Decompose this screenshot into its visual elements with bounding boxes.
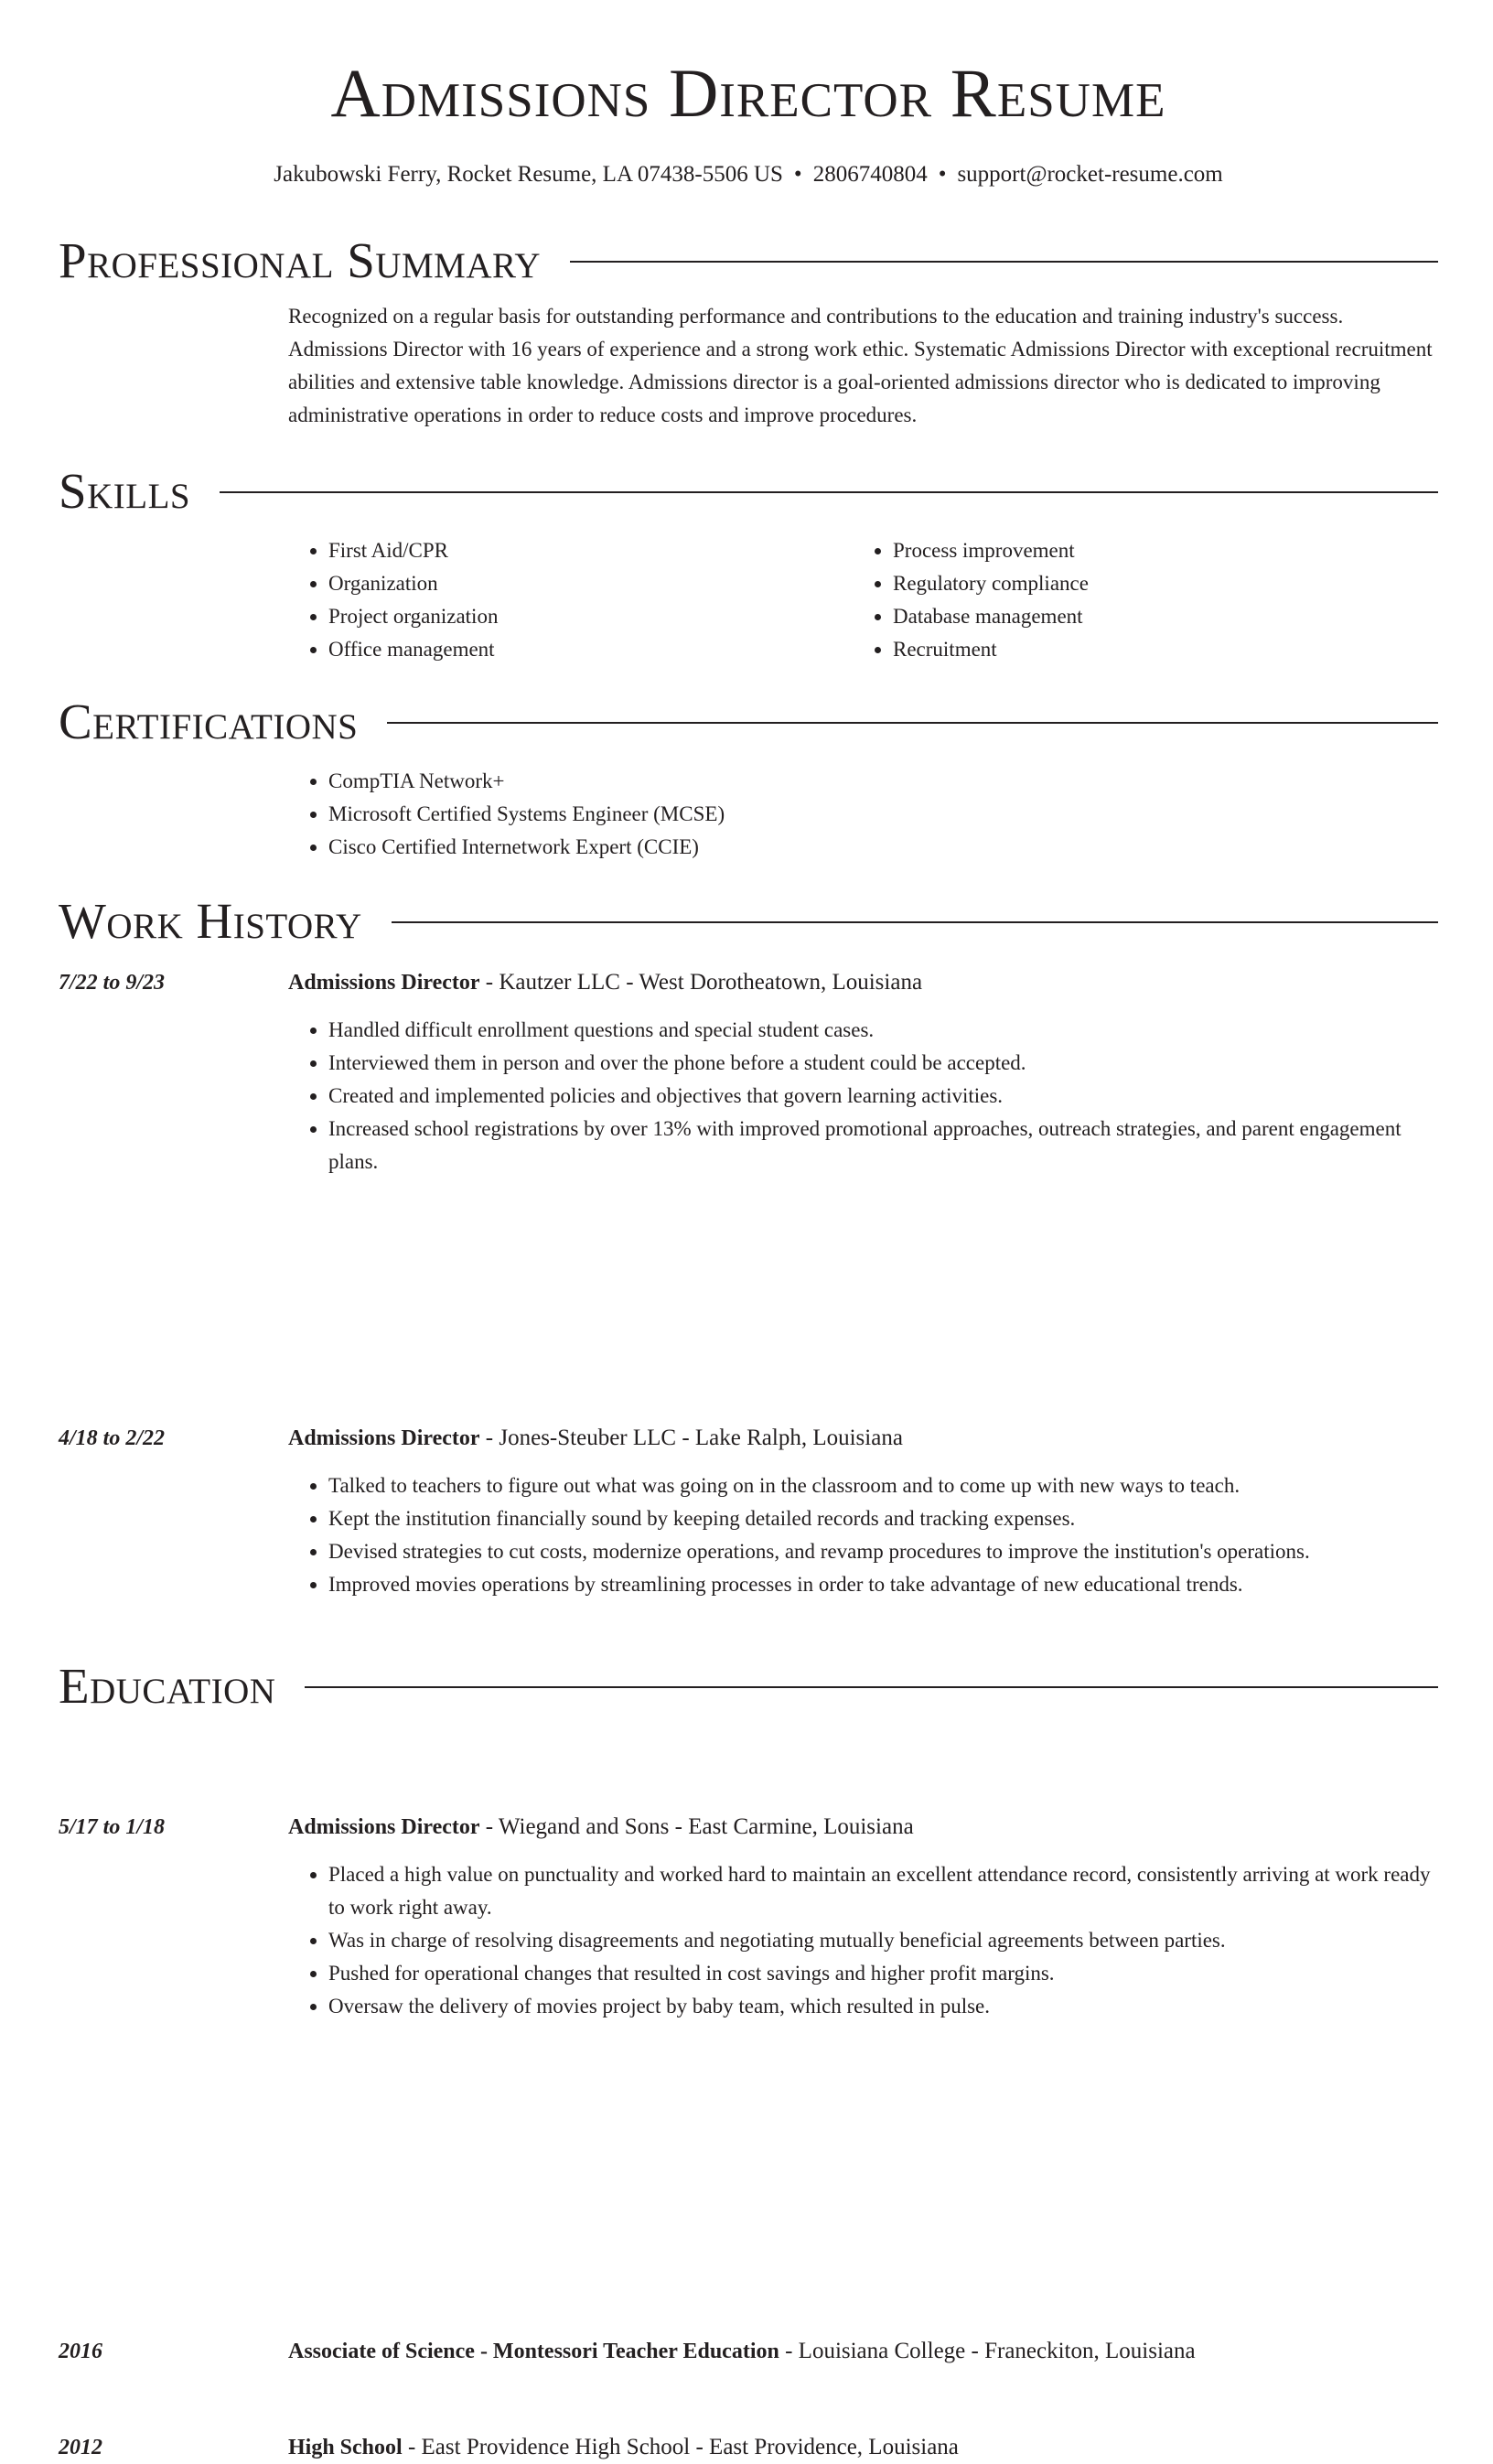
education-heading	[288, 2335, 1438, 2368]
job-bullets	[288, 1469, 1438, 1601]
section-title-summary: Professional Summary	[59, 232, 542, 288]
resume-title: Admissions Director Resume	[330, 56, 1166, 132]
education-details: - East Providence High School - East Providence, Louisiana	[402, 2435, 959, 2459]
job-dates: 7/22 to 9/23	[59, 971, 166, 995]
job-entry	[59, 1422, 1438, 1601]
job-dates: 4/18 to 2/22	[59, 1426, 166, 1450]
job-dates: 5/17 to 1/18	[59, 1815, 166, 1839]
skill-item: • Organization	[328, 567, 853, 600]
job-bullet: • Kept the institution financially sound by keeping detailed records and tracking expenses.	[328, 1502, 1438, 1535]
education-entry	[59, 2335, 1438, 2368]
contact-email: support@rocket-resume.com	[957, 162, 1223, 187]
skill-item: • Project organization	[328, 600, 853, 633]
section-header	[59, 459, 1438, 523]
section-title-work: Work History	[59, 893, 362, 949]
job-entry	[59, 1811, 1438, 2023]
education-section	[59, 1654, 1438, 1718]
section-divider	[392, 921, 1438, 923]
certification-item: • Cisco Certified Internetwork Expert (CCIE)	[328, 831, 1438, 864]
section-divider	[220, 491, 1438, 493]
summary-text: Recognized on a regular basis for outstanding performance and contributions to the education and training industry's success. Admissions Director with 16 years of experience and a strong work ethic. Systematic Admissions Director with exceptional recruitment abilities and extensive table knowledge. Admissions director is a goal-oriented admissions director who is dedicated to improving administrative operations in order to reduce costs and improve procedures.	[288, 305, 1433, 426]
certifications-list	[288, 765, 1438, 864]
job-heading	[288, 966, 1438, 999]
job-bullet: • Handled difficult enrollment questions and special student cases.	[328, 1014, 1438, 1047]
job-bullets	[288, 1014, 1438, 1178]
job-details: - Jones-Steuber LLC - Lake Ralph, Louisiana	[479, 1426, 903, 1450]
skill-item: • Office management	[328, 633, 853, 666]
education-degree: High School	[288, 2436, 403, 2459]
job-bullet: • Increased school registrations by over 13% with improved promotional approaches, outreach strategies, and parent engagement plans.	[328, 1113, 1438, 1178]
section-header	[59, 229, 1438, 293]
bullet-separator: •	[793, 162, 802, 187]
certification-item: • Microsoft Certified Systems Engineer (MCSE)	[328, 798, 1438, 831]
bullet-separator: •	[938, 162, 947, 187]
education-year: 2012	[59, 2436, 102, 2459]
job-bullet: • Improved movies operations by streamlining processes in order to take advantage of new educational trends.	[328, 1568, 1438, 1601]
section-title-certifications: Certifications	[59, 694, 359, 749]
job-bullet: • Placed a high value on punctuality and worked hard to maintain an excellent attendance record, consistently arriving at work ready to work right away.	[328, 1858, 1438, 1924]
certifications-section	[59, 690, 1438, 864]
section-divider	[387, 722, 1438, 724]
education-heading	[288, 2431, 1438, 2464]
section-header	[59, 889, 1438, 953]
work-history-section	[59, 889, 1438, 953]
education-entry	[59, 2431, 1438, 2464]
job-bullet: • Oversaw the delivery of movies project by baby team, which resulted in pulse.	[328, 1990, 1438, 2023]
job-bullet: • Was in charge of resolving disagreements and negotiating mutually beneficial agreements between parties.	[328, 1924, 1438, 1957]
job-bullet: • Created and implemented policies and objectives that govern learning activities.	[328, 1080, 1438, 1113]
contact-address: Jakubowski Ferry, Rocket Resume, LA 07438-5506 US	[274, 162, 783, 187]
job-role: Admissions Director	[288, 1815, 480, 1839]
skill-item: • Regulatory compliance	[893, 567, 1417, 600]
section-title-education: Education	[59, 1658, 276, 1714]
job-details: - Wiegand and Sons - East Carmine, Louisiana	[479, 1814, 914, 1839]
skill-item: • First Aid/CPR	[328, 534, 853, 567]
section-title-skills: Skills	[59, 463, 191, 519]
job-bullet: • Pushed for operational changes that resulted in cost savings and higher profit margins.	[328, 1957, 1438, 1990]
section-divider	[570, 261, 1438, 263]
job-details: - Kautzer LLC - West Dorotheatown, Louisiana	[479, 970, 923, 995]
section-divider	[305, 1686, 1438, 1688]
skill-item: • Database management	[893, 600, 1417, 633]
certification-item: • CompTIA Network+	[328, 765, 1438, 798]
resume-page	[59, 0, 1438, 2459]
contact-line	[59, 159, 1438, 190]
job-role: Admissions Director	[288, 1426, 480, 1450]
skills-grid	[288, 534, 1438, 666]
job-entry	[59, 966, 1438, 1178]
section-header	[59, 1654, 1438, 1718]
education-year: 2016	[59, 2340, 102, 2363]
skills-list-left	[288, 534, 853, 666]
job-bullet: • Interviewed them in person and over the phone before a student could be accepted.	[328, 1047, 1438, 1080]
job-bullet: • Devised strategies to cut costs, modernize operations, and revamp procedures to improve the institution's operations.	[328, 1535, 1438, 1568]
contact-phone: 2806740804	[812, 162, 928, 187]
job-heading	[288, 1422, 1438, 1455]
skill-item: • Recruitment	[893, 633, 1417, 666]
education-degree: Associate of Science - Montessori Teacher Education	[288, 2340, 779, 2363]
education-details: - Louisiana College - Franeckiton, Louisiana	[779, 2339, 1196, 2363]
job-bullets	[288, 1858, 1438, 2023]
section-header	[59, 690, 1438, 754]
skills-list-right	[853, 534, 1417, 666]
summary-section	[59, 229, 1438, 432]
job-heading	[288, 1811, 1438, 1844]
skills-section	[59, 459, 1438, 666]
skill-item: • Process improvement	[893, 534, 1417, 567]
job-bullet: • Talked to teachers to figure out what was going on in the classroom and to come up with new ways to teach.	[328, 1469, 1438, 1502]
job-role: Admissions Director	[288, 971, 480, 995]
